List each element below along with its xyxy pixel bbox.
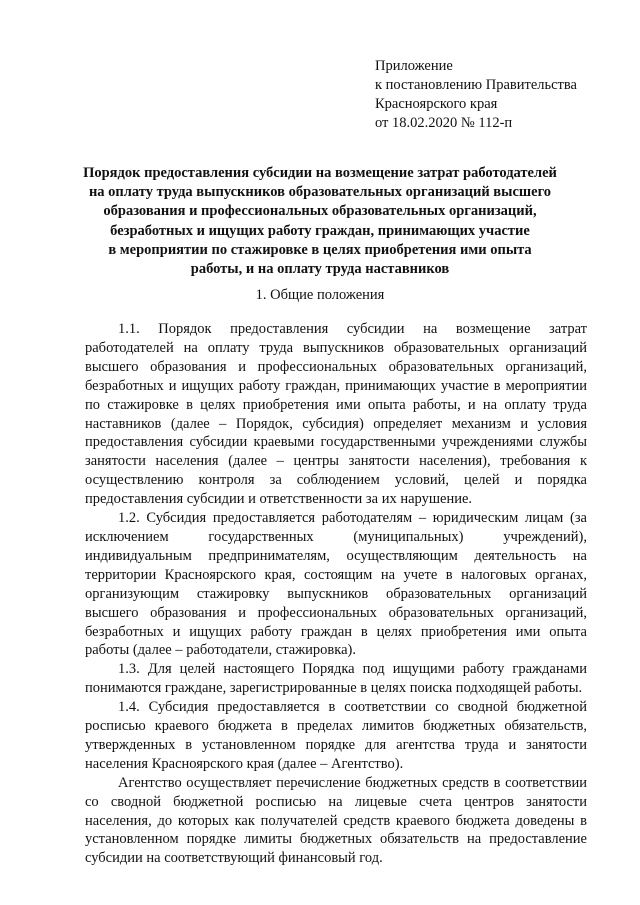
title-line: Порядок предоставления субсидии на возмещение затрат работодателей (83, 165, 557, 181)
appendix-line: к постановлению Правительства (375, 77, 577, 93)
title-line: в мероприятии по стажировке в целях приобретения ими опыта (108, 241, 532, 258)
paragraph-1-4-continued: Агентство осуществляет перечисление бюджетных средств в соответствии со сводной бюджетной росписью на лицевые счета центров занятости населения, до которых как получателей средств краевого бюджета доведены в установленном порядке лимиты бюджетных обязательств на предоставление субсидии на соответствующий финансовый год. (85, 774, 587, 867)
title-line: на оплату труда выпускников образовательных организаций высшего (88, 184, 552, 201)
title-line: безработных и ищущих работу граждан, принимающих участие (110, 222, 530, 239)
section-heading: 1. Общие положения (255, 287, 385, 303)
paragraph-1-1: 1.1. Порядок предоставления субсидии на возмещение затрат работодателей на оплату труда выпускников образовательных организаций высшего образования и профессиональных образовательных организаций, безработных и ищущих работу граждан, принимающих участие в мероприятии по стажировке в целях приобретения ими опыта работы, и на оплату труда наставников (далее – Порядок, субсидия) определяет механизм и условия предоставления субсидии краевыми государственными учреждениями службы занятости населения (далее – центры занятости населения), требования к осуществлению контроля за соблюдением условий, целей и порядка предоставления субсидии и ответственности за их нарушение. (85, 321, 587, 508)
paragraph-1-3: 1.3. Для целей настоящего Порядка под ищущими работу гражданами понимаются граждане, зарегистрированные в целях поиска подходящей работы. (85, 661, 587, 697)
appendix-line: от 18.02.2020 № 112-п (375, 115, 513, 131)
paragraph-1-2: 1.2. Субсидия предоставляется работодателям – юридическим лицам (за исключением государственных (муниципальных) учреждений), индивидуальным предпринимателям, осуществляющим деятельность на территории Красноярского края, состоящим на учете в налоговых органах, организующим стажировку выпускников образовательных организаций высшего образования и профессиональных образовательных организаций, безработных и ищущих работу граждан в целях приобретения ими опыта работы (далее – работодатели, стажировка). (85, 510, 587, 659)
appendix-line: Приложение (375, 58, 453, 74)
document-title (70, 164, 570, 279)
title-line: образования и профессиональных образовательных организаций, (103, 203, 537, 220)
body-text (85, 320, 587, 868)
appendix-line: Красноярского края (375, 96, 498, 112)
appendix-block (375, 57, 577, 133)
title-line: работы, и на оплату труда наставников (190, 261, 450, 278)
paragraph-1-4: 1.4. Субсидия предоставляется в соответствии со сводной бюджетной росписью краевого бюджета в пределах лимитов бюджетных обязательств, утвержденных в установленном порядке для агентства труда и занятости населения Красноярского края (далее – Агентство). (85, 699, 587, 772)
